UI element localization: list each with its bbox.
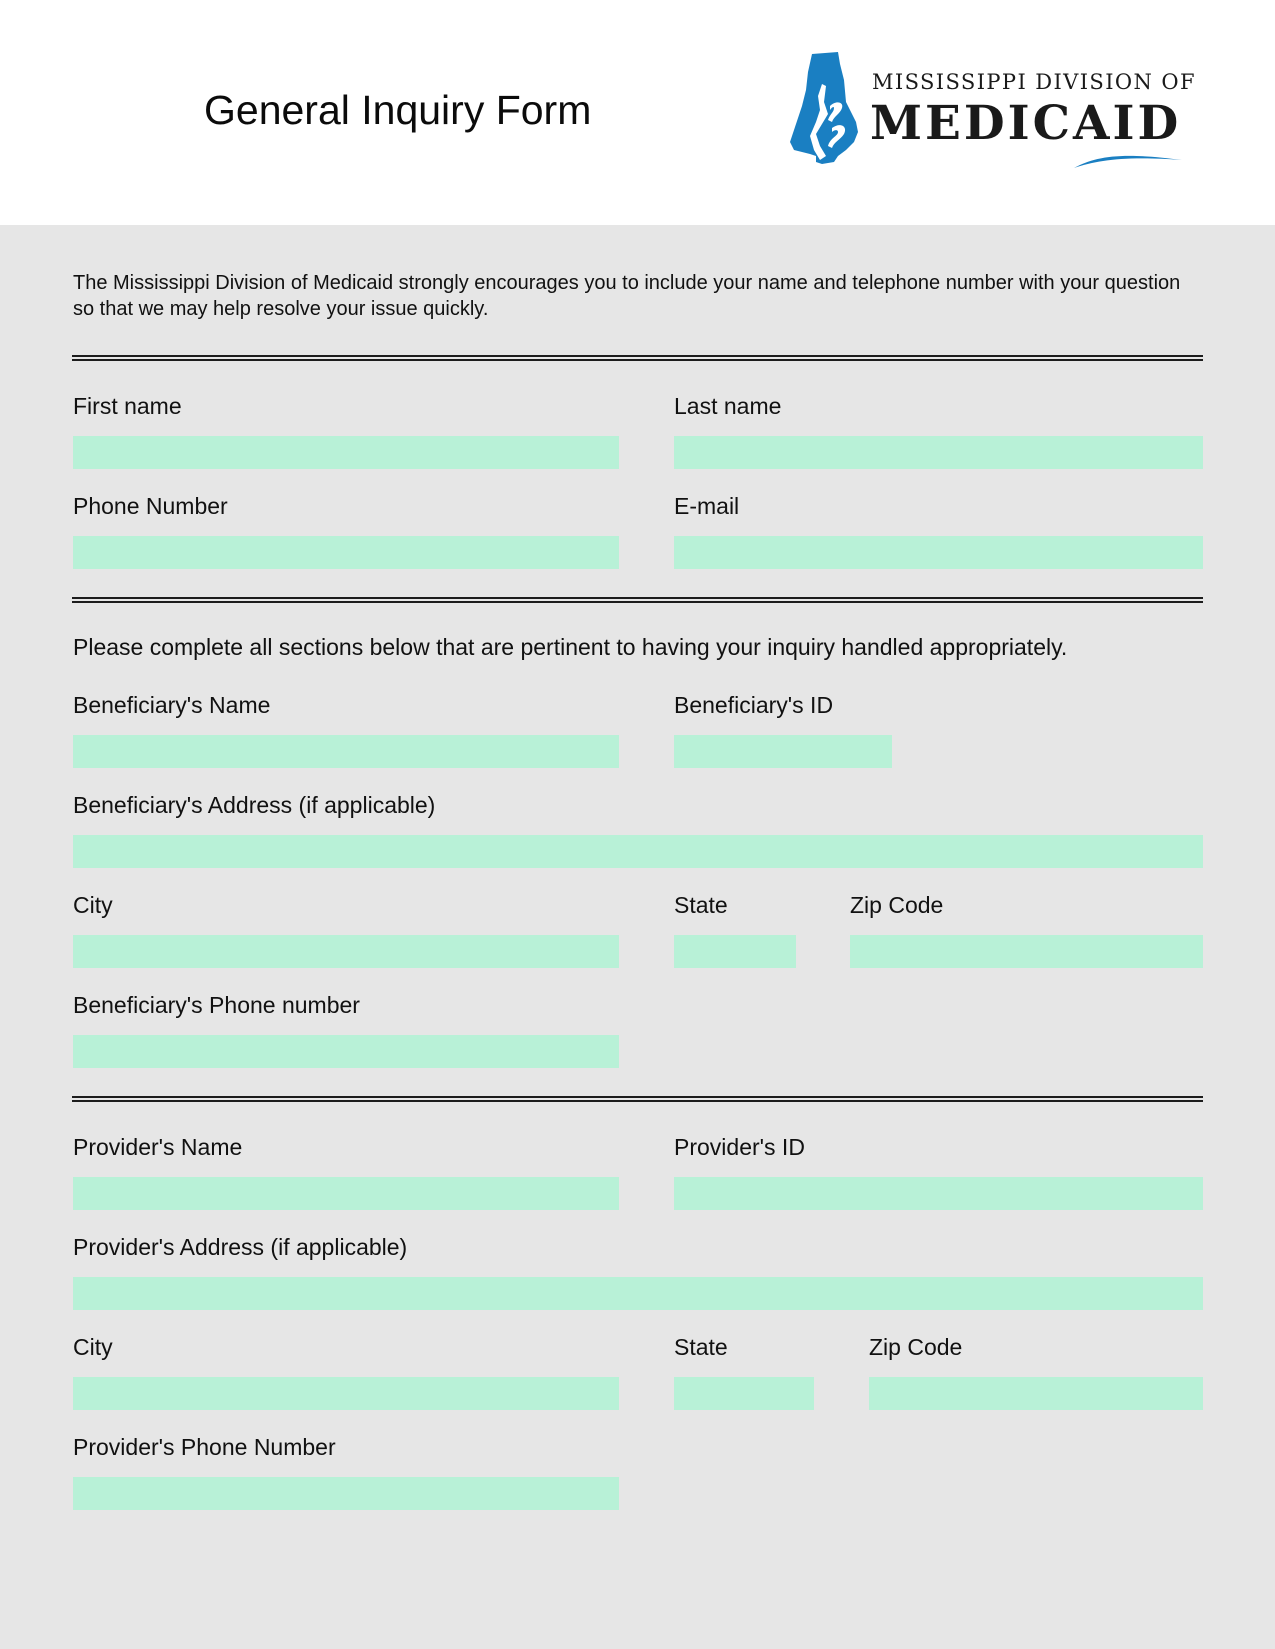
phone-number-label: Phone Number bbox=[73, 493, 228, 519]
form-title: General Inquiry Form bbox=[204, 87, 592, 133]
beneficiary-zip-field[interactable] bbox=[850, 935, 1203, 968]
provider-id-label: Provider's ID bbox=[674, 1134, 805, 1160]
logo-swoosh-icon bbox=[786, 50, 1186, 172]
provider-phone-label: Provider's Phone Number bbox=[73, 1434, 336, 1460]
section-divider bbox=[72, 597, 1203, 603]
beneficiary-address-field[interactable] bbox=[73, 835, 1203, 868]
beneficiary-phone-label: Beneficiary's Phone number bbox=[73, 992, 360, 1018]
provider-zip-field[interactable] bbox=[869, 1377, 1203, 1410]
provider-name-field[interactable] bbox=[73, 1177, 619, 1210]
provider-state-field[interactable] bbox=[674, 1377, 814, 1410]
sections-note: Please complete all sections below that are pertinent to having your inquiry handled appropriately. bbox=[73, 634, 1068, 660]
form-header bbox=[0, 0, 1275, 225]
logo-text-medicaid: MEDICAID bbox=[870, 96, 1182, 151]
provider-phone-field[interactable] bbox=[73, 1477, 619, 1510]
phone-number-field[interactable] bbox=[73, 536, 619, 569]
email-label: E-mail bbox=[674, 493, 740, 519]
provider-name-label: Provider's Name bbox=[73, 1134, 243, 1160]
intro-text: The Mississippi Division of Medicaid strongly encourages you to include your name and telephone number with your question so that we may help resolve your issue quickly. bbox=[73, 272, 1181, 320]
provider-address-label: Provider's Address (if applicable) bbox=[73, 1234, 408, 1260]
provider-id-field[interactable] bbox=[674, 1177, 1203, 1210]
beneficiary-id-label: Beneficiary's ID bbox=[674, 692, 834, 718]
beneficiary-name-label: Beneficiary's Name bbox=[73, 692, 271, 718]
medicaid-logo bbox=[786, 50, 1196, 172]
beneficiary-zip-label: Zip Code bbox=[850, 892, 944, 918]
last-name-field[interactable] bbox=[674, 436, 1203, 469]
last-name-label: Last name bbox=[674, 393, 782, 419]
beneficiary-state-field[interactable] bbox=[674, 935, 796, 968]
beneficiary-phone-field[interactable] bbox=[73, 1035, 619, 1068]
section-divider bbox=[72, 1096, 1203, 1102]
section-divider bbox=[72, 355, 1203, 361]
provider-city-label: City bbox=[73, 1334, 113, 1360]
provider-zip-label: Zip Code bbox=[869, 1334, 963, 1360]
first-name-field[interactable] bbox=[73, 436, 619, 469]
provider-city-field[interactable] bbox=[73, 1377, 619, 1410]
beneficiary-state-label: State bbox=[674, 892, 728, 918]
beneficiary-id-field[interactable] bbox=[674, 735, 892, 768]
provider-state-label: State bbox=[674, 1334, 728, 1360]
beneficiary-name-field[interactable] bbox=[73, 735, 619, 768]
beneficiary-city-label: City bbox=[73, 892, 113, 918]
first-name-label: First name bbox=[73, 393, 182, 419]
logo-text-division: MISSISSIPPI DIVISION OF bbox=[872, 70, 1196, 94]
beneficiary-city-field[interactable] bbox=[73, 935, 619, 968]
email-field[interactable] bbox=[674, 536, 1203, 569]
provider-address-field[interactable] bbox=[73, 1277, 1203, 1310]
beneficiary-address-label: Beneficiary's Address (if applicable) bbox=[73, 792, 436, 818]
